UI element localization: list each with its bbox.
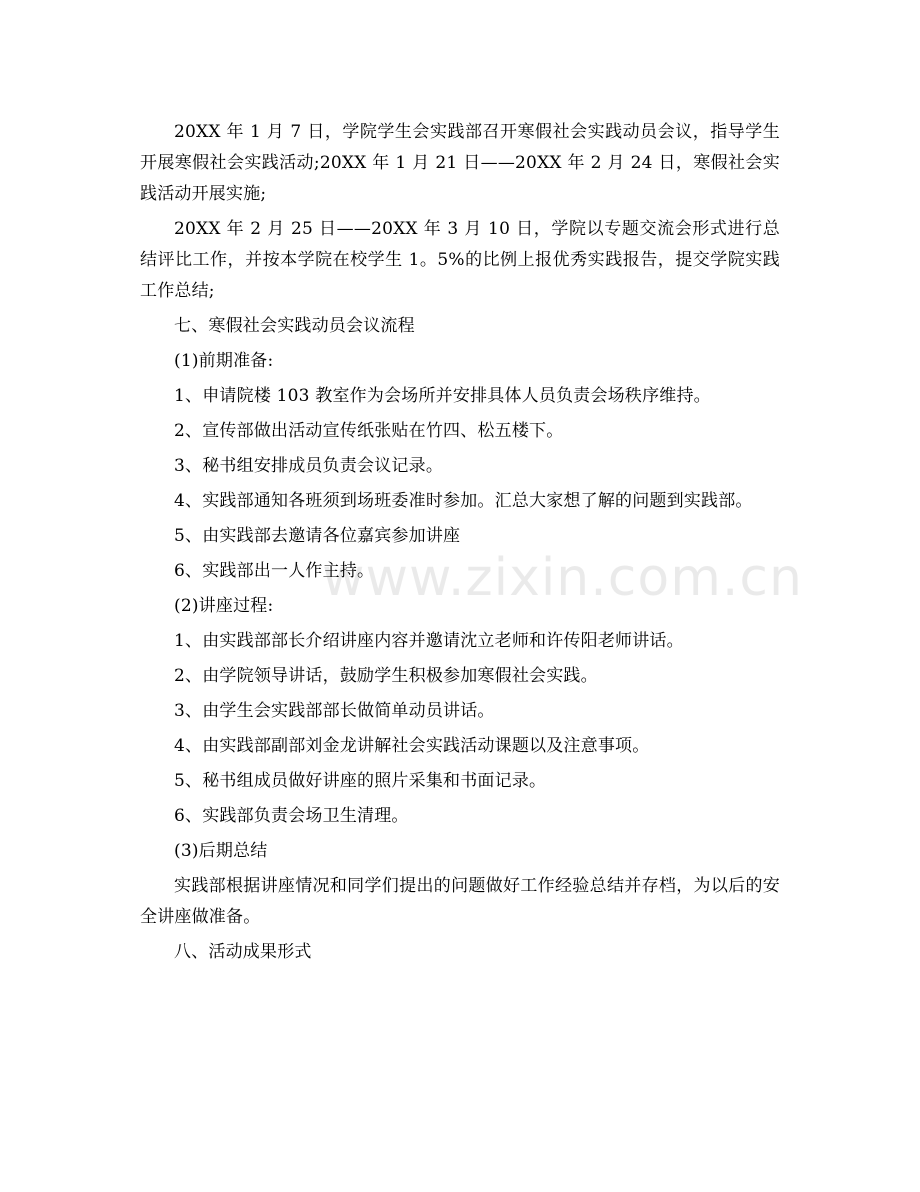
summary-paragraph: 实践部根据讲座情况和同学们提出的问题做好工作经验总结并存档，为以后的安全讲座做准备。	[140, 876, 780, 927]
prep-item: 5、由实践部去邀请各位嘉宾参加讲座	[174, 526, 461, 546]
prep-item: 3、秘书组安排成员负责会议记录。	[174, 456, 444, 476]
lecture-item: 3、由学生会实践部部长做简单动员讲话。	[174, 701, 495, 721]
lecture-item: 2、由学院领导讲话，鼓励学生积极参加寒假社会实践。	[174, 666, 598, 686]
lecture-item: 5、秘书组成员做好讲座的照片采集和书面记录。	[174, 771, 547, 791]
prep-heading: (1)前期准备:	[174, 351, 274, 371]
lecture-item: 1、由实践部部长介绍讲座内容并邀请沈立老师和许传阳老师讲话。	[174, 631, 684, 651]
prep-item: 2、宣传部做出活动宣传纸张贴在竹四、松五楼下。	[174, 421, 564, 441]
paragraph-summary-schedule: 20XX 年 2 月 25 日——20XX 年 3 月 10 日，学院以专题交流会形式进行总结评比工作，并按本学院在校学生 1。5%的比例上报优秀实践报告，提交学院实践工作总结;	[140, 219, 780, 301]
lecture-heading: (2)讲座过程:	[174, 596, 274, 616]
lecture-item: 4、由实践部副部刘金龙讲解社会实践活动课题以及注意事项。	[174, 736, 650, 756]
document-body	[140, 117, 780, 972]
prep-item: 4、实践部通知各班须到场班委准时参加。汇总大家想了解的问题到实践部。	[174, 491, 753, 511]
paragraph-schedule: 20XX 年 1 月 7 日，学院学生会实践部召开寒假社会实践动员会议，指导学生开展寒假社会实践活动;20XX 年 1 月 21 日——20XX 年 2 月 24 日，寒假社会实践活动开展实施;	[140, 122, 780, 204]
section-8-heading: 八、活动成果形式	[174, 942, 312, 962]
lecture-item: 6、实践部负责会场卫生清理。	[174, 806, 409, 826]
prep-item: 6、实践部出一人作主持。	[174, 561, 375, 581]
prep-item: 1、申请院楼 103 教室作为会场所并安排具体人员负责会场秩序维持。	[174, 386, 711, 406]
summary-heading: (3)后期总结	[174, 841, 268, 861]
watermark: www.zixin.com.cn	[322, 548, 803, 608]
section-7-heading: 七、寒假社会实践动员会议流程	[174, 316, 415, 336]
